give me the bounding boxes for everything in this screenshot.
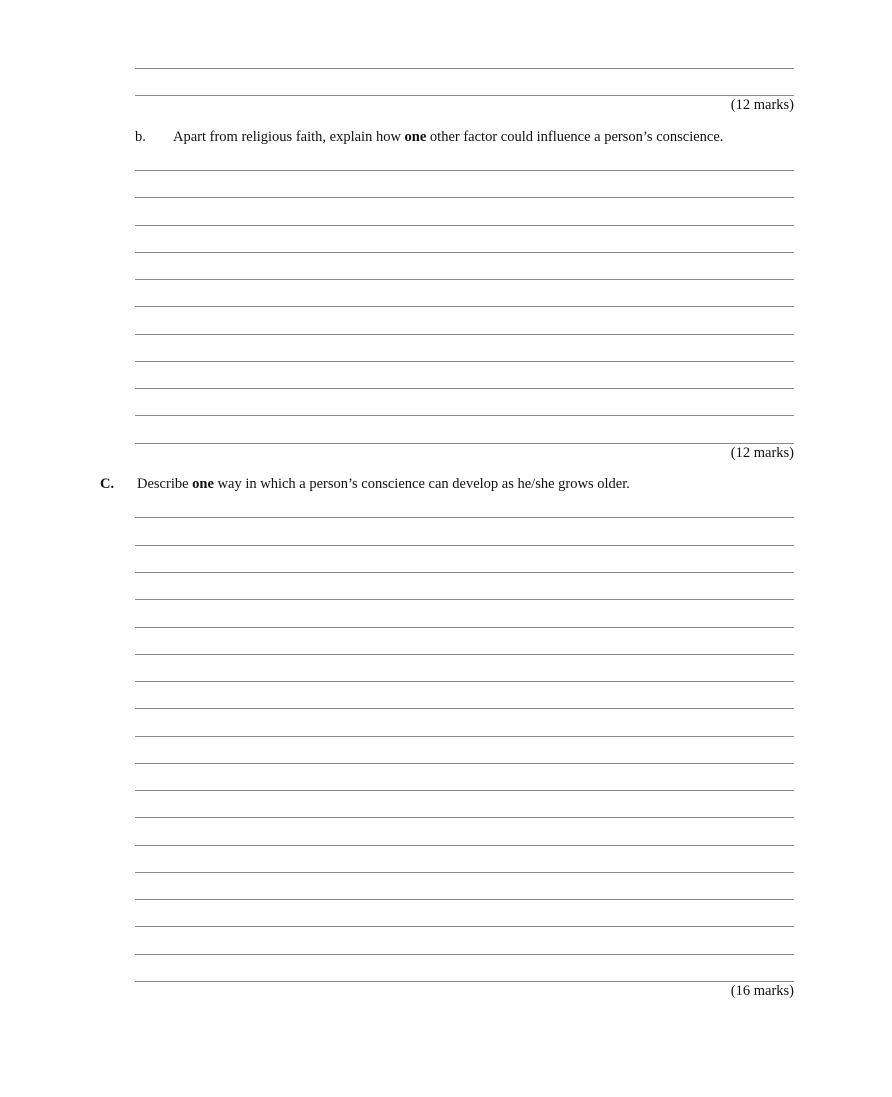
question-text-c-start: Describe	[137, 476, 193, 492]
answer-line[interactable]	[135, 954, 794, 955]
answer-line[interactable]	[135, 872, 794, 873]
answer-line[interactable]	[135, 252, 794, 253]
answer-line[interactable]	[135, 845, 794, 846]
answer-line[interactable]	[135, 279, 794, 280]
answer-line[interactable]	[135, 443, 794, 444]
answer-line[interactable]	[135, 517, 794, 518]
answer-line[interactable]	[135, 68, 794, 69]
question-text-c-end: way in which a person’s conscience can develop as he/she grows older.	[213, 476, 630, 492]
answer-line[interactable]	[135, 225, 794, 226]
question-text-c	[137, 476, 630, 492]
question-text-b-start: Apart from religious faith, explain how	[173, 129, 405, 145]
marks-label-b: (12 marks)	[730, 445, 794, 461]
answer-line[interactable]	[135, 361, 794, 362]
answer-line[interactable]	[135, 334, 794, 335]
answer-line[interactable]	[135, 95, 794, 96]
answer-line[interactable]	[135, 681, 794, 682]
answer-line[interactable]	[135, 763, 794, 764]
answer-line[interactable]	[135, 415, 794, 416]
question-text-b-emphasis: one	[404, 129, 427, 145]
answer-line[interactable]	[135, 197, 794, 198]
answer-line[interactable]	[135, 572, 794, 573]
question-label-b: b.	[135, 129, 146, 145]
answer-line[interactable]	[135, 899, 794, 900]
answer-line[interactable]	[135, 545, 794, 546]
answer-line[interactable]	[135, 170, 794, 171]
question-text-b	[173, 129, 723, 145]
question-label-c: C.	[100, 476, 115, 492]
marks-label-a: (12 marks)	[730, 97, 794, 113]
answer-line[interactable]	[135, 708, 794, 709]
answer-line[interactable]	[135, 981, 794, 982]
answer-line[interactable]	[135, 388, 794, 389]
answer-line[interactable]	[135, 817, 794, 818]
question-text-c-emphasis: one	[192, 476, 214, 492]
answer-line[interactable]	[135, 599, 794, 600]
question-text-b-end: other factor could influence a person’s conscience.	[426, 129, 724, 145]
marks-label-c: (16 marks)	[730, 983, 794, 999]
answer-line[interactable]	[135, 926, 794, 927]
answer-line[interactable]	[135, 654, 794, 655]
answer-line[interactable]	[135, 627, 794, 628]
answer-line[interactable]	[135, 306, 794, 307]
answer-line[interactable]	[135, 790, 794, 791]
answer-line[interactable]	[135, 736, 794, 737]
